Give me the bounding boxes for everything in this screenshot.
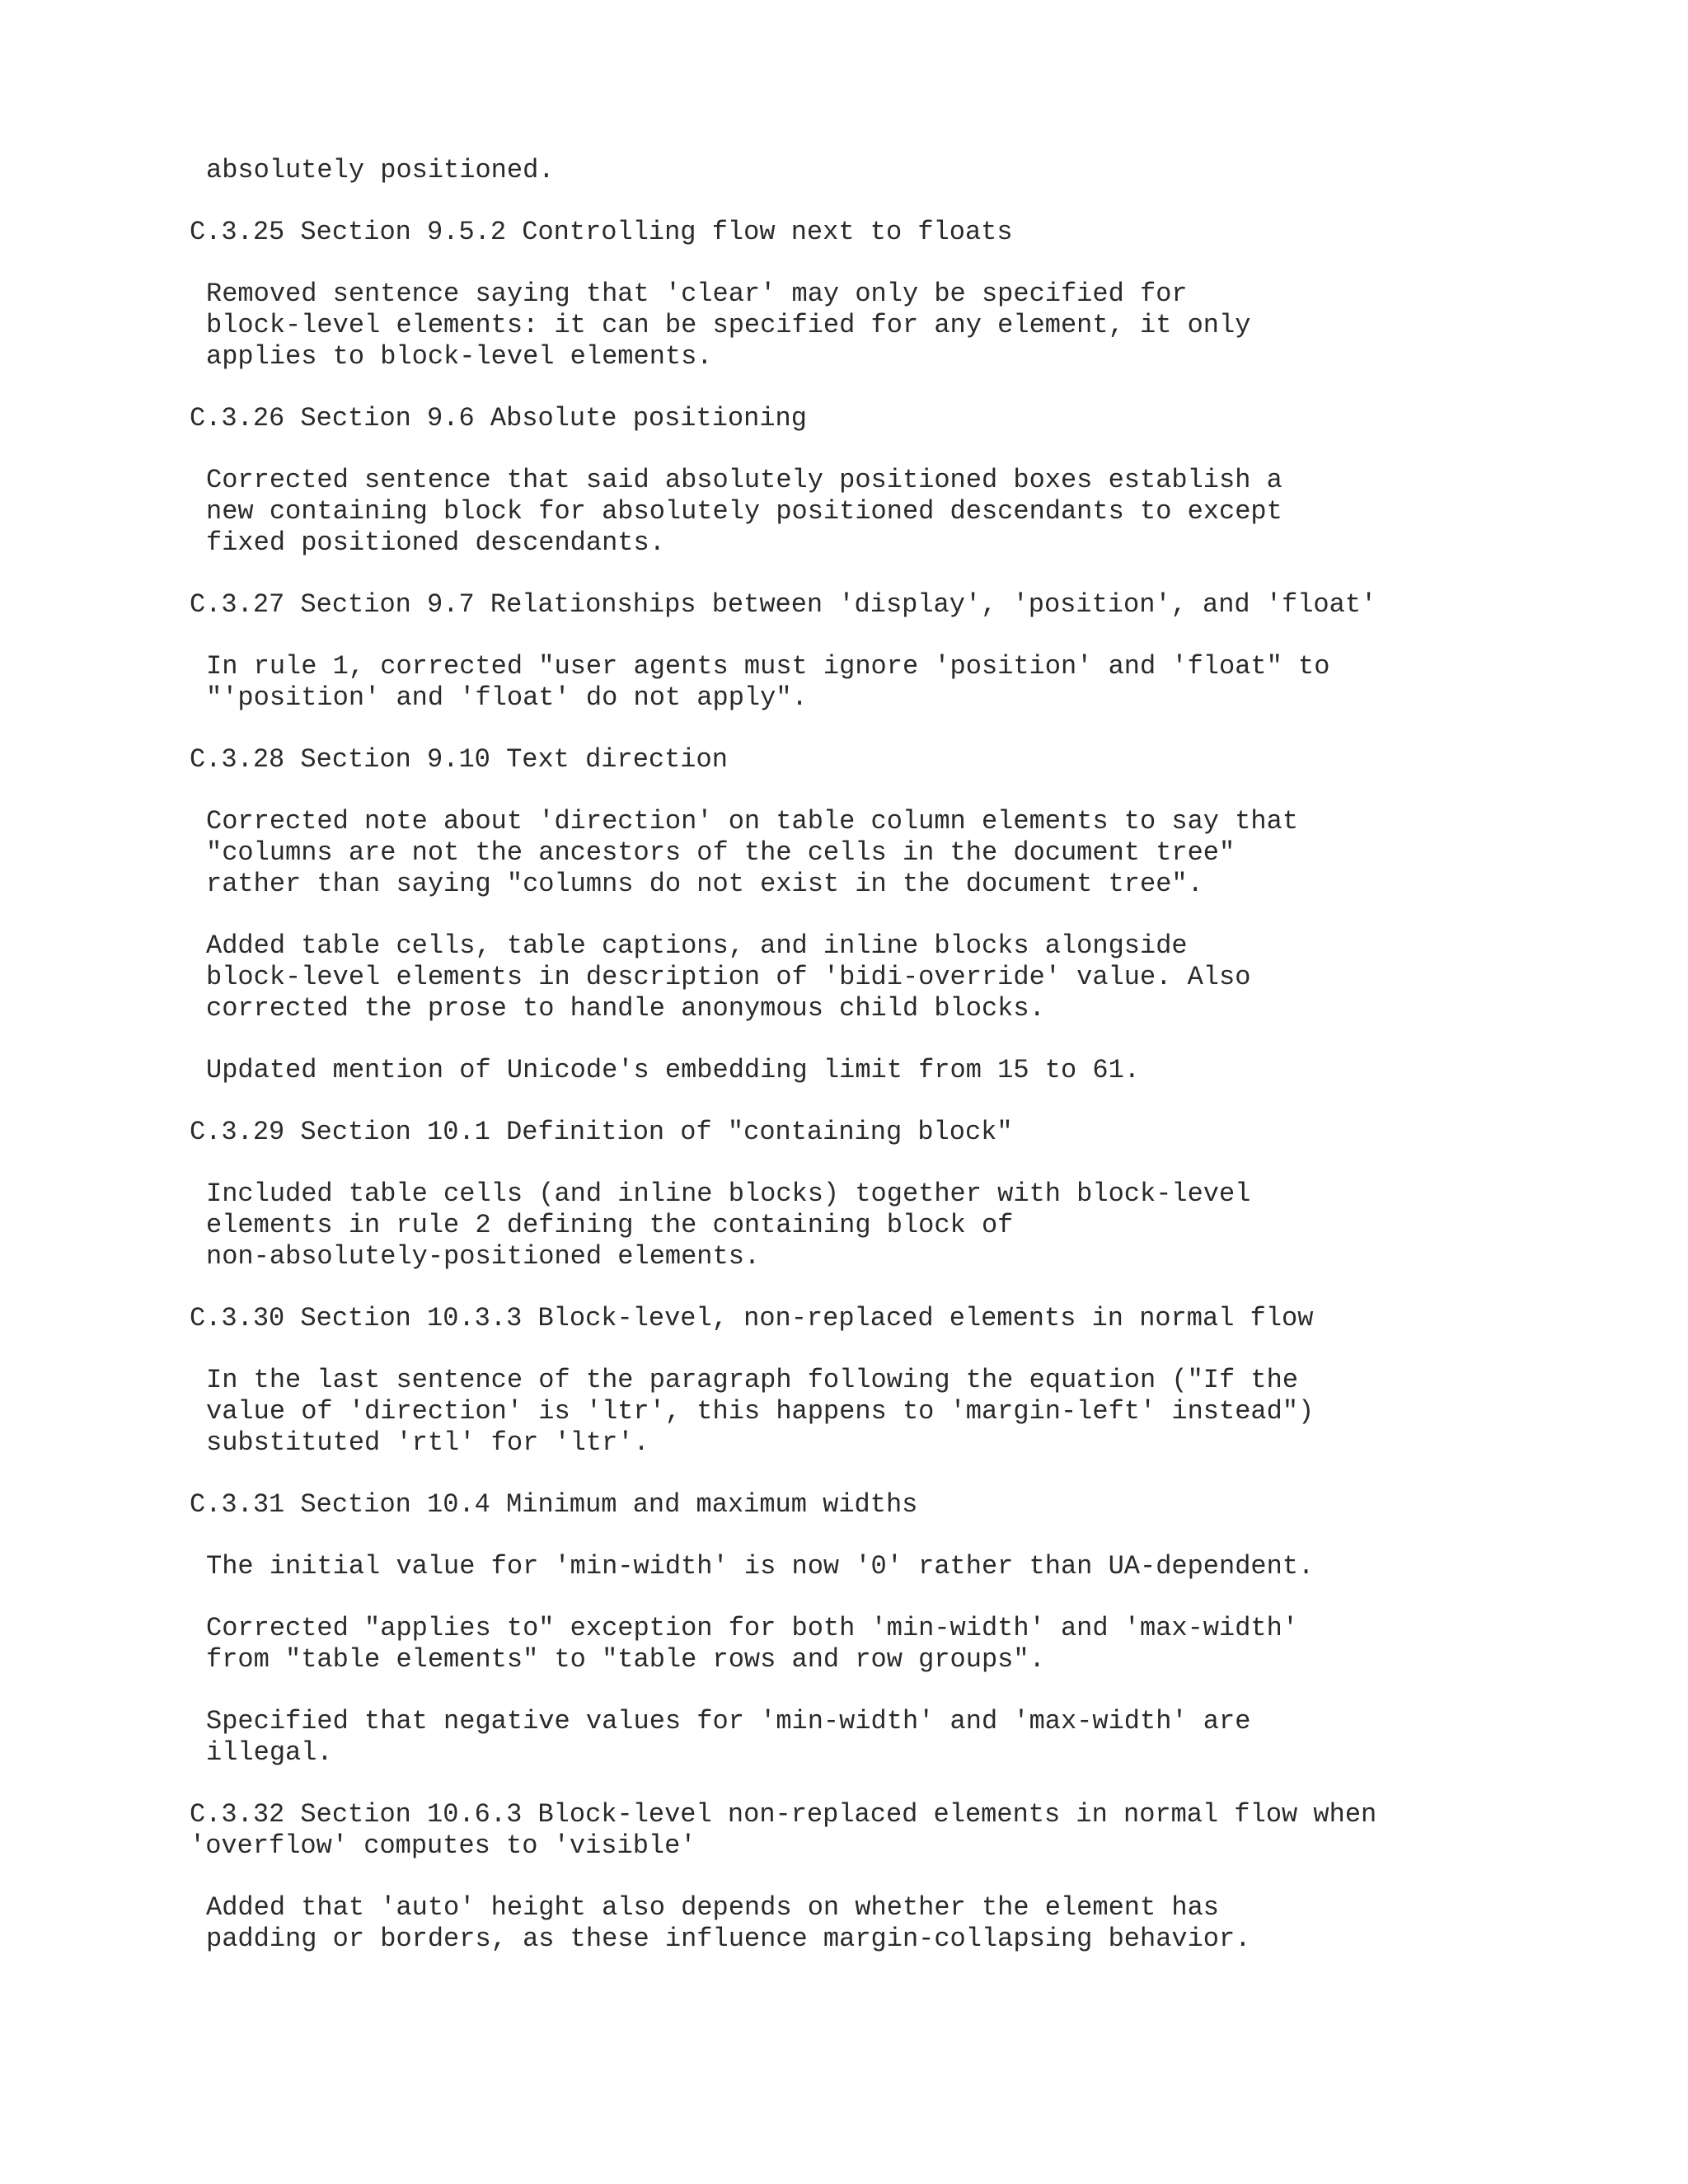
- paragraph-line: Removed sentence saying that 'clear' may only be specified for: [206, 279, 1188, 309]
- paragraph-line: new containing block for absolutely positioned descendants to except: [206, 496, 1282, 527]
- paragraph-line: Added that 'auto' height also depends on whether the element has: [206, 1892, 1219, 1923]
- paragraph-line: value of 'direction' is 'ltr', this happens to 'margin-left' instead"): [206, 1396, 1315, 1427]
- paragraph-line: block-level elements in description of 'bidi-override' value. Also: [206, 962, 1251, 992]
- paragraph-line: The initial value for 'min-width' is now '0' rather than UA-dependent.: [206, 1551, 1315, 1582]
- paragraph-line: elements in rule 2 defining the containing block of: [206, 1210, 1014, 1240]
- paragraph-line: applies to block-level elements.: [206, 341, 713, 372]
- paragraph-line: non-absolutely-positioned elements.: [206, 1241, 761, 1272]
- paragraph-line: rather than saying "columns do not exist in the document tree".: [206, 869, 1203, 899]
- paragraph-line: In the last sentence of the paragraph following the equation ("If the: [206, 1365, 1299, 1395]
- paragraph-line: "'position' and 'float' do not apply".: [206, 682, 808, 713]
- paragraph-line: Included table cells (and inline blocks) together with block-level: [206, 1179, 1251, 1209]
- paragraph-line: illegal.: [206, 1737, 333, 1768]
- paragraph-line: padding or borders, as these influence margin-collapsing behavior.: [206, 1924, 1251, 1954]
- paragraph-line: fixed positioned descendants.: [206, 527, 665, 558]
- paragraph-line: Added table cells, table captions, and inline blocks alongside: [206, 930, 1188, 961]
- paragraph-line: substituted 'rtl' for 'ltr'.: [206, 1427, 649, 1458]
- section-heading: C.3.32 Section 10.6.3 Block-level non-replaced elements in normal flow when: [190, 1799, 1377, 1830]
- paragraph-line: In rule 1, corrected "user agents must ignore 'position' and 'float" to: [206, 651, 1330, 682]
- paragraph-line: Corrected sentence that said absolutely positioned boxes establish a: [206, 465, 1282, 495]
- section-heading: C.3.26 Section 9.6 Absolute positioning: [190, 403, 807, 434]
- paragraph-line: "columns are not the ancestors of the cells in the document tree": [206, 837, 1236, 868]
- paragraph-line: block-level elements: it can be specified for any element, it only: [206, 310, 1251, 340]
- section-heading: 'overflow' computes to 'visible': [190, 1830, 696, 1861]
- section-heading: C.3.31 Section 10.4 Minimum and maximum widths: [190, 1489, 918, 1520]
- section-heading: C.3.27 Section 9.7 Relationships between 'display', 'position', and 'float': [190, 589, 1377, 620]
- section-heading: C.3.30 Section 10.3.3 Block-level, non-replaced elements in normal flow: [190, 1303, 1314, 1333]
- paragraph-line: Corrected "applies to" exception for both 'min-width' and 'max-width': [206, 1613, 1299, 1643]
- paragraph-line: Specified that negative values for 'min-width' and 'max-width' are: [206, 1706, 1251, 1736]
- paragraph-line: Corrected note about 'direction' on table column elements to say that: [206, 806, 1299, 837]
- paragraph-line: Updated mention of Unicode's embedding limit from 15 to 61.: [206, 1055, 1140, 1085]
- section-heading: C.3.25 Section 9.5.2 Controlling flow next to floats: [190, 217, 1013, 247]
- paragraph-line: from "table elements" to "table rows and row groups".: [206, 1644, 1045, 1675]
- section-heading: C.3.28 Section 9.10 Text direction: [190, 744, 728, 775]
- section-heading: C.3.29 Section 10.1 Definition of "containing block": [190, 1117, 1013, 1147]
- paragraph-line: corrected the prose to handle anonymous child blocks.: [206, 993, 1045, 1024]
- paragraph-line: absolutely positioned.: [206, 155, 555, 185]
